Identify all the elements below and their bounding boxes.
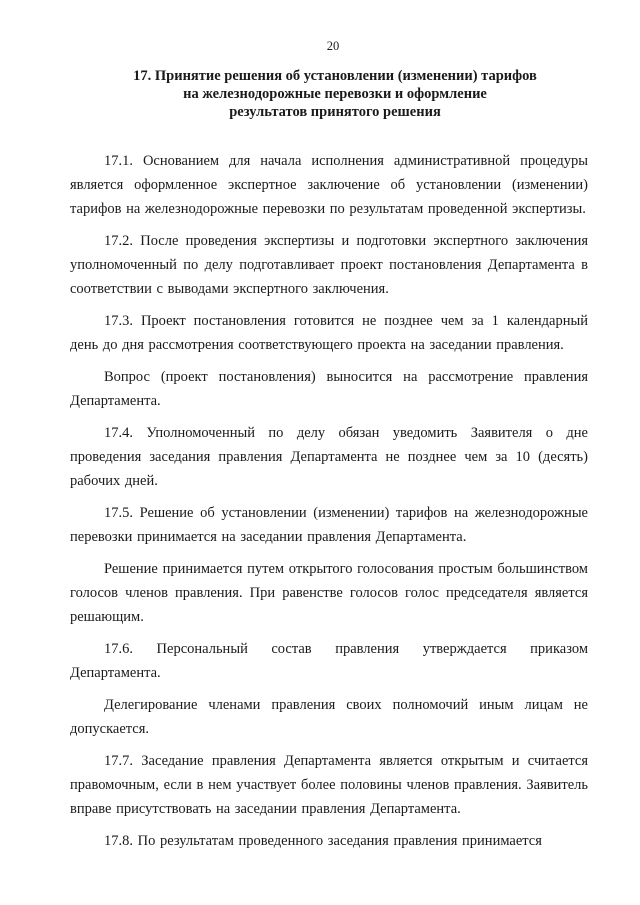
section-title-line: на железнодорожные перевозки и оформление <box>183 86 487 102</box>
paragraph-17-3-question: Вопрос (проект постановления) выносится на рассмотрение правления Департамента. <box>70 369 588 409</box>
section-title-line: результатов принятого решения <box>229 104 441 120</box>
paragraph-17-2: 17.2. После проведения экспертизы и подготовки экспертного заключения уполномоченный по делу подготавливает проект постановления Департамента в соответствии с выводами экспертного заключения. <box>70 233 588 297</box>
paragraph-17-1: 17.1. Основанием для начала исполнения административной процедуры является оформленное экспертное заключение об установлении (изменении) тарифов на железнодорожные перевозки по результатам проведенной экспертизы. <box>70 153 588 217</box>
section-body <box>70 149 588 853</box>
paragraph-17-5-decision: Решение принимается путем открытого голосования простым большинством голосов членов правления. При равенстве голосов голос председателя является решающим. <box>70 561 588 625</box>
paragraph-17-5: 17.5. Решение об установлении (изменении) тарифов на железнодорожные перевозки принимается на заседании правления Департамента. <box>70 505 588 545</box>
paragraph-17-6: 17.6. Персональный состав правления утверждается приказом Департамента. <box>70 641 588 681</box>
page-number: 20 <box>326 39 340 53</box>
paragraph-17-3: 17.3. Проект постановления готовится не позднее чем за 1 календарный день до дня рассмотрения соответствующего проекта на заседании правления. <box>70 313 588 353</box>
section-title <box>70 67 588 121</box>
paragraph-17-6-delegation: Делегирование членами правления своих полномочий иным лицам не допускается. <box>70 697 588 737</box>
section-title-line: 17. Принятие решения об установлении (изменении) тарифов <box>133 68 537 84</box>
paragraph-17-4: 17.4. Уполномоченный по делу обязан уведомить Заявителя о дне проведения заседания правления Департамента не позднее чем за 10 (десять) рабочих дней. <box>70 425 588 489</box>
paragraph-17-8: 17.8. По результатам проведенного заседания правления принимается <box>104 833 542 849</box>
paragraph-17-7: 17.7. Заседание правления Департамента является открытым и считается правомочным, если в нем участвует более половины членов правления. Заявитель вправе присутствовать на заседании правления Департамента. <box>70 753 588 817</box>
